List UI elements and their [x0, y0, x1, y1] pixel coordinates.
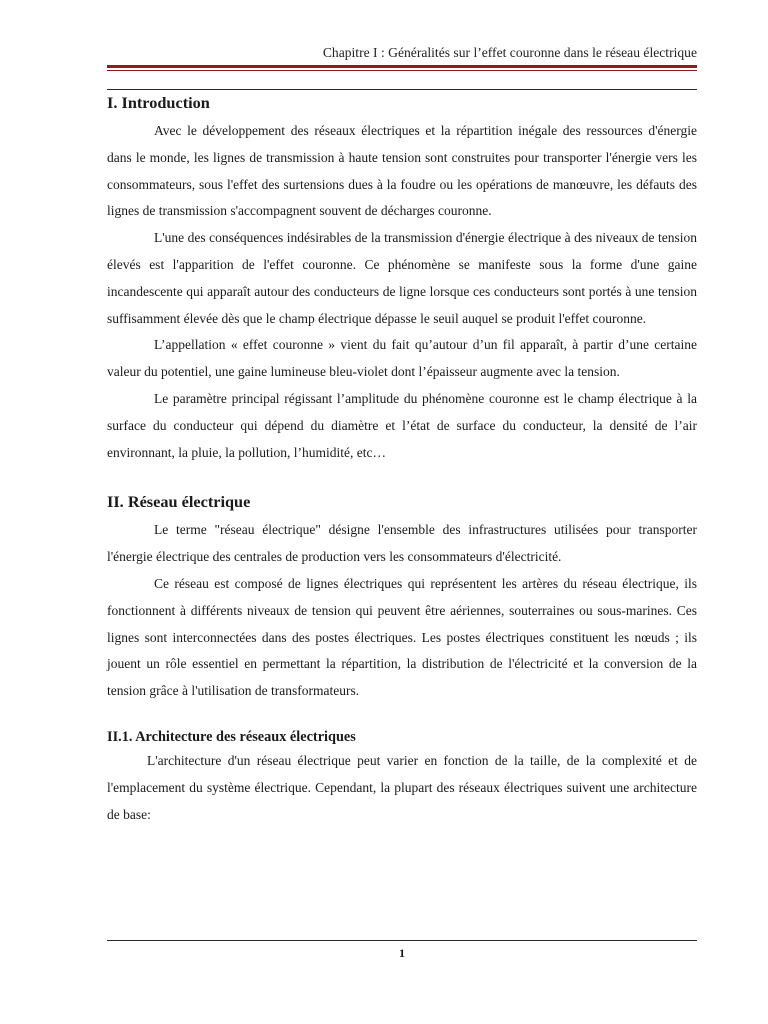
header-rule-thin	[107, 70, 697, 71]
section-introduction	[107, 118, 697, 466]
paragraph: L’appellation « effet couronne » vient du fait qu’autour d’un fil apparaît, à partir d’une certaine valeur du potentiel, une gaine lumineuse bleu-violet dont l’épaisseur augmente avec la tension.	[107, 337, 697, 380]
paragraph: Le paramètre principal régissant l’amplitude du phénomène couronne est le champ électrique à la surface du conducteur qui dépend du diamètre et l’état de surface du conducteur, la densité de l’air environnant, la pluie, la pollution, l’humidité, etc…	[107, 390, 697, 460]
page-number: 1	[399, 946, 405, 960]
header-rule-thick	[107, 65, 697, 68]
paragraph: Le terme "réseau électrique" désigne l'ensemble des infrastructures utilisées pour transporter l'énergie électrique des centrales de production vers les consommateurs d'électricité.	[107, 522, 697, 565]
paragraph: L'une des conséquences indésirables de la transmission d'énergie électrique à des niveaux de tension élevés est l'apparition de l'effet couronne. Ce phénomène se manifeste sous la forme d'une gaine incandescente qui apparaît autour des conducteurs de ligne lorsque ces conducteurs sont portés à une tension suffisamment élevée dès que le champ électrique dépasse le seuil auquel se produit l'effet couronne.	[107, 230, 697, 326]
page-body	[107, 93, 697, 828]
running-header: Chapitre I : Généralités sur l’effet couronne dans le réseau électrique	[322, 45, 697, 60]
section-reseau-electrique	[107, 517, 697, 705]
header-rule-plain	[107, 89, 697, 90]
section-title-introduction: I. Introduction	[107, 93, 210, 112]
spacer	[107, 466, 697, 492]
spacer	[107, 705, 697, 728]
paragraph: Ce réseau est composé de lignes électriques qui représentent les artères du réseau électrique, ils fonctionnent à différents niveaux de tension qui peuvent être aériennes, souterraines ou sous-marines. Ces lignes sont interconnectées dans des postes électriques. Les postes électriques constituent les nœuds ; ils jouent un rôle essentiel en permettant la répartition, la distribution de l'électricité et la conversion de la tension grâce à l'utilisation de transformateurs.	[107, 575, 697, 699]
paragraph: Avec le développement des réseaux électriques et la répartition inégale des ressources d'énergie dans le monde, les lignes de transmission à haute tension sont construites pour transporter l'énergie vers les consommateurs, sous l'effet des surtensions dues à la foudre ou les opérations de manœuvre, les défauts des lignes de transmission s'accompagnent souvent de décharges couronne.	[107, 123, 697, 219]
paragraph: L'architecture d'un réseau électrique peut varier en fonction de la taille, de la complexité et de l'emplacement du système électrique. Cependant, la plupart des réseaux électriques suivent une architecture de base:	[107, 752, 697, 822]
subsection-title-architecture: II.1. Architecture des réseaux électriques	[107, 728, 356, 745]
subsection-architecture	[107, 748, 697, 828]
footer-rule	[107, 940, 697, 941]
section-title-reseau-electrique: II. Réseau électrique	[107, 492, 251, 512]
